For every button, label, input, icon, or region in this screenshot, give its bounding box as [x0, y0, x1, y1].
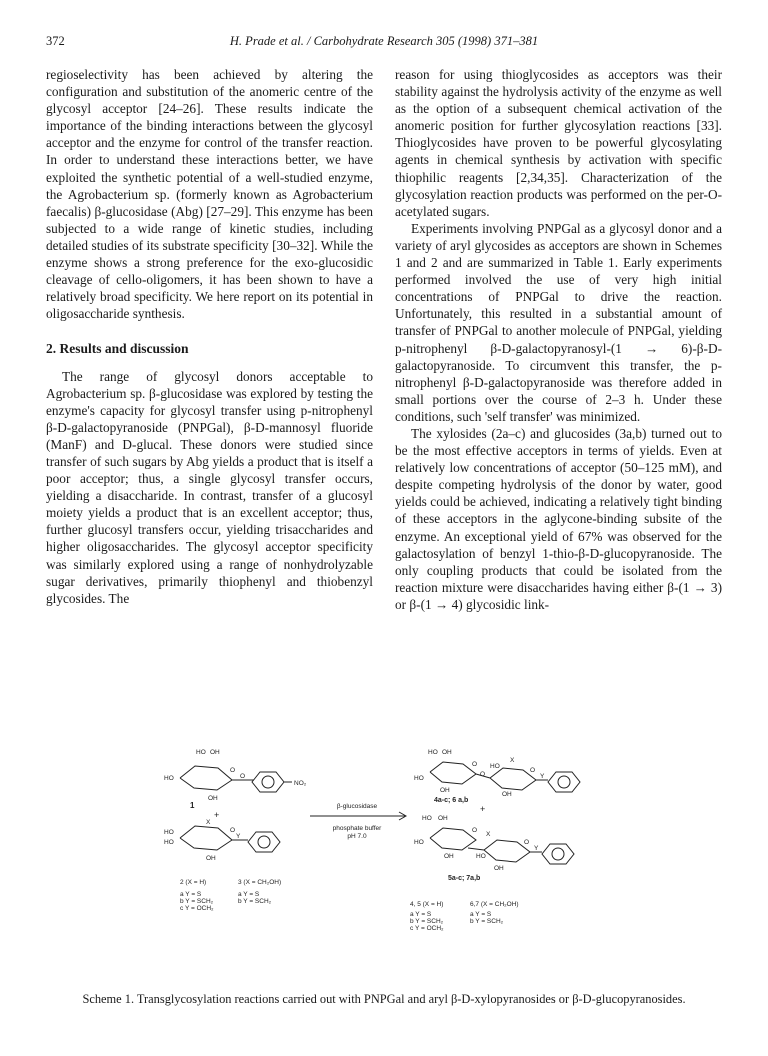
hydroxyl-label: HO: [196, 749, 206, 756]
ring-bond: [430, 762, 476, 784]
aglycone-y-label: Y: [534, 845, 539, 852]
list-2-item: c Y = OCH₂: [180, 905, 214, 912]
list-45-item: c Y = OCH₂: [410, 925, 444, 932]
list-45-item: b Y = SCH₂: [410, 918, 444, 925]
ring-oxygen-label: O: [230, 767, 236, 774]
hydroxyl-label: HO: [164, 775, 174, 782]
body-paragraph: regioselectivity has been achieved by altering the configuration and substitution of the anomeric centre of the glycosyl acceptor [24–26]. These results indicate the importance of the binding interactions between the glycosyl acceptor and the enzyme for control of the transfer reaction. In order to understand these interactions better, we have exploited the synthetic potential of a well-studied enzyme, the Agrobacterium sp. (formerly known as Agrobacterium faecalis) β-glucosidase (Abg) [27–29]. This enzyme has been subjected to a wide range of kinetic studies, including detailed studies of its substrate specificity [30–32]. While the enzyme shows a strong preference for the exo-glucosidic cleavage of cello-oligomers, it has been shown to have a relatively broad specificity. We here report on its potential in oligosaccharide synthesis.: [46, 67, 373, 322]
ring-oxygen-label: O: [524, 839, 530, 846]
ring-bond: [430, 828, 476, 850]
list-67-item: b Y = SCH₂: [470, 918, 504, 925]
aromatic-circle: [558, 776, 570, 788]
ring-oxygen-label: O: [472, 827, 478, 834]
phenyl-ring: [542, 844, 574, 864]
substituent-x-label: X: [486, 831, 491, 838]
hydroxyl-label: HO: [164, 839, 174, 846]
enzyme-label: β-glucosidase: [336, 803, 378, 810]
ring-oxygen-label: O: [472, 761, 478, 768]
ring-bond: [468, 848, 484, 850]
hydroxyl-label: HO: [422, 815, 432, 822]
ph-label: pH 7.0: [347, 833, 367, 840]
scheme-drawing: [150, 738, 620, 978]
list-2-item: b Y = SCH₂: [180, 898, 214, 905]
hydroxyl-label: HO: [476, 853, 486, 860]
list-45-item: a Y = S: [410, 911, 432, 918]
compound-number-1: 1: [190, 801, 195, 810]
plus-sign: +: [214, 810, 220, 820]
body-paragraph: Experiments involving PNPGal as a glycosyl donor and a variety of aryl glycosides as acceptors are shown in Schemes 1 and 2 and are summarized in Table 1. Early experiments performed involved the use of very high initial concentrations of PNPGal to drive the reaction. Unfortunately, this resulted in a substantial amount of transfer of PNPGal to another molecule of PNPGal, yielding p-nitrophenyl β-D-galactopyranosyl-(1 → 6)-β-D-galactopyranoside. To circumvent this transfer, the p-nitrophenyl β-D-galactopyranoside was therefore added in small portions over the course of 2–3 h. Under these conditions, such 'self transfer' was minimized.: [395, 220, 722, 424]
glycosidic-oxygen-label: O: [480, 771, 486, 778]
ring-oxygen-label: O: [230, 827, 236, 834]
phenyl-ring: [548, 772, 580, 792]
section-heading: 2. Results and discussion: [46, 341, 189, 357]
page-header: [46, 34, 722, 54]
body-paragraph: reason for using thioglycosides as acceptors was their stability against the hydrolysis activity of the enzyme as well as the option of a subsequent chemical activation of the anomeric position for further glycosylation reactions [33]. Thioglycosides have proven to be powerful glycosylating agents in chemical synthesis by activation with specific thiophilic reagents [2,34,35]. Characterization of the glycosylation reaction products was performed on the per-O-acetylated sugars.: [395, 67, 722, 219]
buffer-label: phosphate buffer: [332, 825, 382, 832]
hydroxyl-label: HO: [164, 829, 174, 836]
body-paragraph: The xylosides (2a–c) and glucosides (3a,b) turned out to be the most effective acceptors in terms of yields. Even at relatively low concentrations of acceptor (50–125 mM), and despite competing hydrolysis of the donor by water, good yields could be achieved, indicating a relatively tight binding of these acceptors in the aglycone-binding subsite of the enzyme. An exceptional yield of 67% was observed for the galactosylation of benzyl 1-thio-β-D-glucopyranoside. The only coupling products that could be isolated from the reaction mixture were disaccharides having either β-(1 → 3) or β-(1 → 4) glycosidic link-: [395, 425, 722, 612]
list-3-item: b Y = SCH₂: [238, 898, 272, 905]
hydroxyl-label: HO: [414, 775, 424, 782]
product-label-bottom: 5a-c; 7a,b: [448, 875, 481, 882]
phenyl-ring: [252, 772, 284, 792]
product-label-top: 4a-c; 6 a,b: [434, 797, 469, 804]
list-2-item: a Y = S: [180, 891, 202, 898]
glycosidic-oxygen-label: O: [240, 773, 246, 780]
product-label-67: 6,7 (X = CH₂OH): [470, 901, 519, 908]
aglycone-y-label: Y: [236, 833, 241, 840]
hydroxyl-label: OH: [444, 853, 454, 860]
hydroxyl-label: OH: [442, 749, 452, 756]
hydroxyl-label: OH: [210, 749, 220, 756]
product-label-45: 4, 5 (X = H): [410, 901, 444, 908]
compound-label-3: 3 (X = CH₂OH): [238, 879, 282, 886]
aromatic-circle: [552, 848, 564, 860]
body-paragraph: The range of glycosyl donors acceptable to Agrobacterium sp. β-glucosidase was explored by testing the enzyme's capacity for glycosyl transfer using p-nitrophenyl β-D-galactopyranoside (PNPGal), β-D-mannosyl fluoride (ManF) and D-glucal. These donors were studied since transfer of such sugars by Abg yields a product that is itself a poor acceptor; thus, a single glycosyl transfer occurs, yielding a disaccharide. In contrast, transfer of a glucosyl moiety yields a product that is an excellent acceptor; thus, further glucosyl transfers occur, yielding trisaccharides and higher oligosaccharides. The glycosyl acceptor specificity was similarly explored using a range of nonhydrolyzable sugar derivatives, primarily thiophenyl and thiobenzyl glycosides. The: [46, 368, 373, 606]
hydroxyl-label: OH: [208, 795, 218, 802]
right-column: [395, 66, 722, 613]
hydroxyl-label: OH: [494, 865, 504, 872]
aromatic-circle: [262, 776, 274, 788]
hydroxyl-label: OH: [438, 815, 448, 822]
aromatic-circle: [258, 836, 270, 848]
page-number: 372: [46, 34, 65, 48]
plus-sign: +: [480, 804, 486, 814]
hydroxyl-label: HO: [428, 749, 438, 756]
substituent-x-label: X: [206, 819, 211, 826]
hydroxyl-label: OH: [440, 787, 450, 794]
ring-bond: [180, 766, 232, 790]
substituent-x-label: X: [510, 757, 515, 764]
phenyl-ring: [248, 832, 280, 852]
compound-label-2: 2 (X = H): [180, 879, 207, 886]
hydroxyl-label: HO: [490, 763, 500, 770]
hydroxyl-label: OH: [206, 855, 216, 862]
ring-oxygen-label: O: [530, 767, 536, 774]
aglycone-y-label: Y: [540, 773, 545, 780]
list-67-item: a Y = S: [470, 911, 492, 918]
hydroxyl-label: HO: [414, 839, 424, 846]
scheme-caption: Scheme 1. Transglycosylation reactions carried out with PNPGal and aryl β-D-xylopyranosides or β-D-glucopyranosides.: [82, 992, 686, 1006]
nitro-label: NO₂: [294, 780, 307, 787]
running-head: H. Prade et al. / Carbohydrate Research 305 (1998) 371–381: [229, 34, 539, 48]
hydroxyl-label: OH: [502, 791, 512, 798]
reaction-scheme: [150, 738, 620, 978]
ring-bond: [180, 826, 232, 850]
left-column: [46, 66, 373, 607]
list-3-item: a Y = S: [238, 891, 260, 898]
